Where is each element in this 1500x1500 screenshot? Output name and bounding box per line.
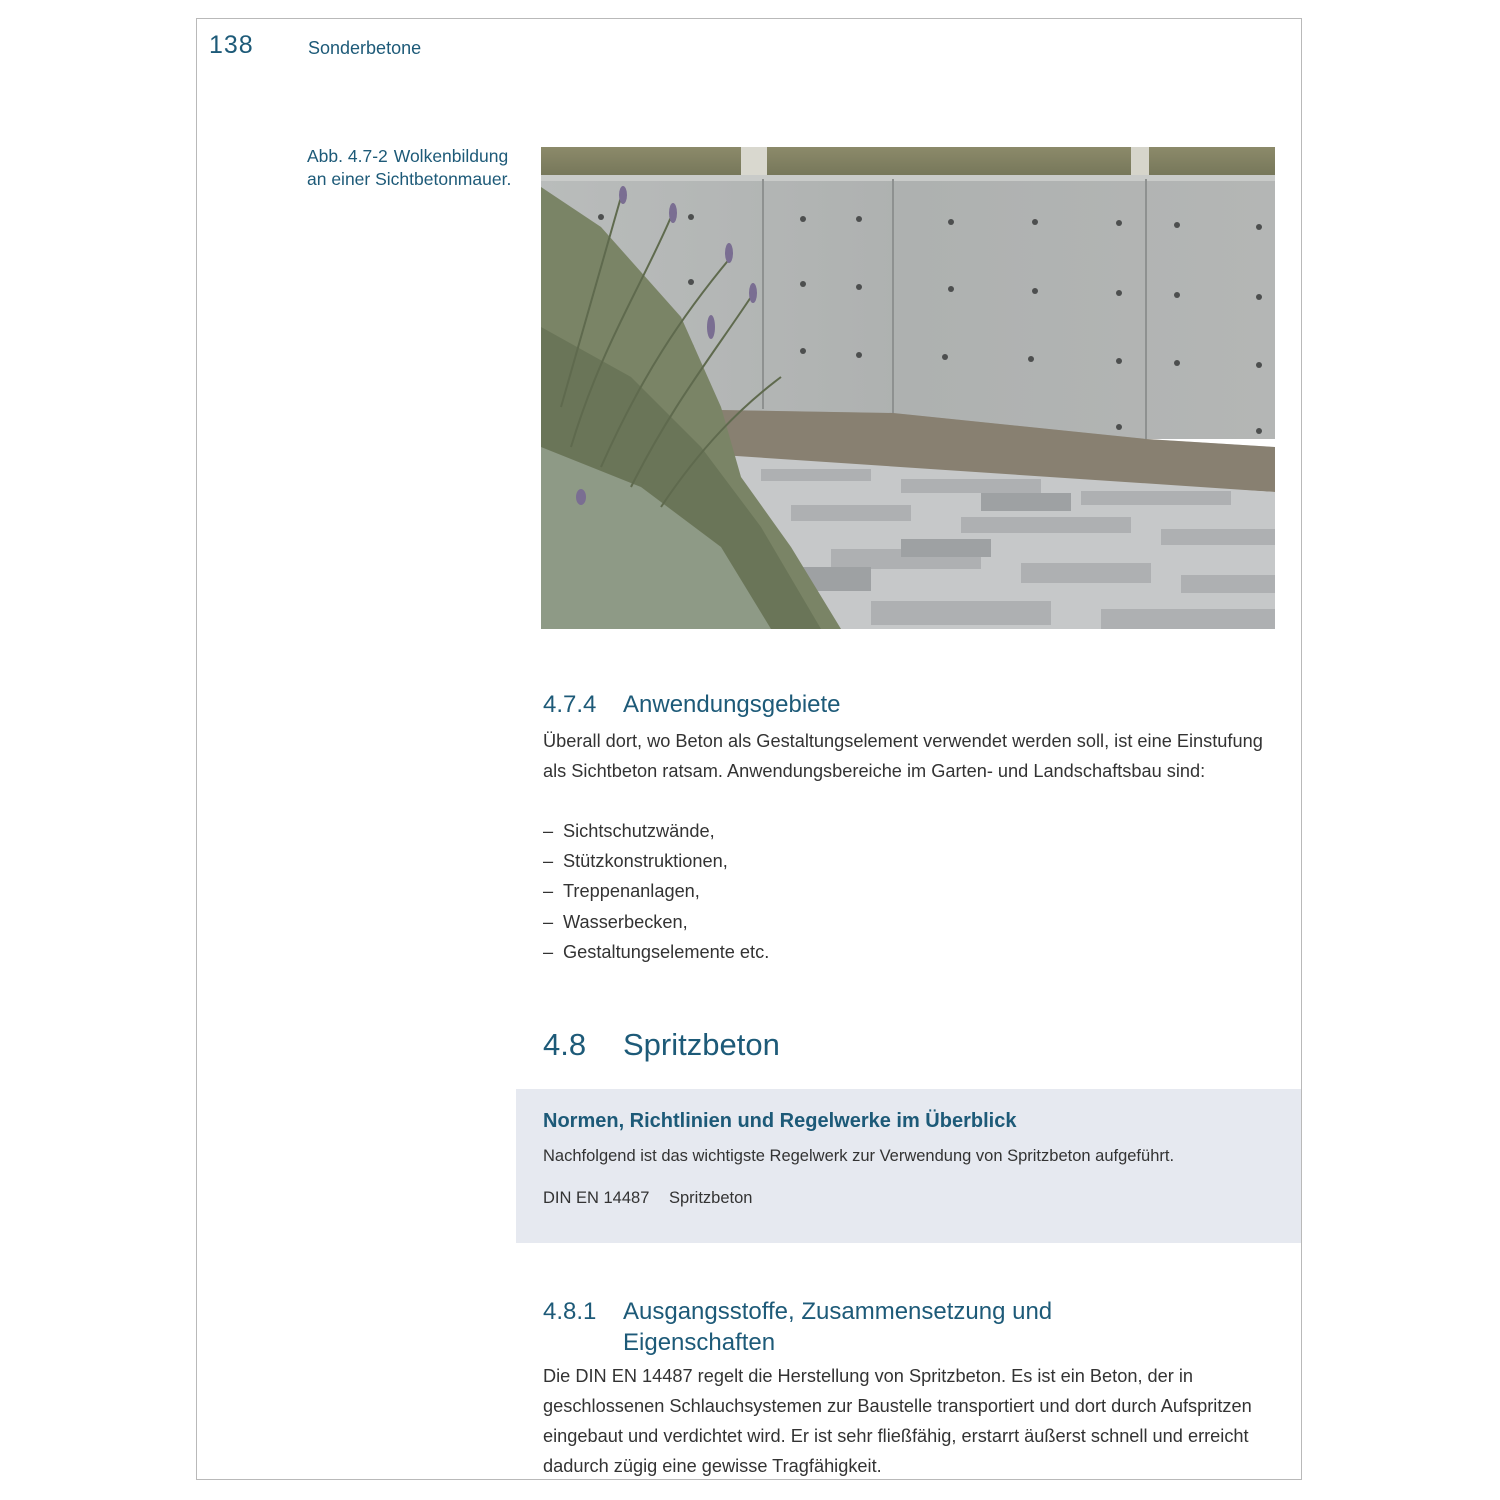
paragraph-anwendung: Überall dort, wo Beton als Gestaltungselement verwendet werden soll, ist eine Einstufung als Sichtbeton ratsam. Anwendungsbereiche im Garten- und Landschaftsbau sind: <box>543 731 1263 781</box>
heading-4-7-4 <box>543 691 841 719</box>
figure-caption <box>307 145 517 191</box>
list-item: – Gestaltungselemente etc. <box>543 937 769 967</box>
book-page <box>196 18 1302 1480</box>
norms-box <box>516 1089 1302 1243</box>
running-title: Sonderbetone <box>308 38 422 58</box>
norms-box-title: Normen, Richtlinien und Regelwerke im Überblick <box>543 1110 1017 1132</box>
heading-number: 4.8 <box>543 1027 587 1062</box>
figure-label: Abb. 4.7-2 <box>307 146 388 166</box>
concrete-wall-photo <box>541 147 1275 629</box>
heading-text: Spritzbeton <box>623 1027 780 1062</box>
norm-title: Spritzbeton <box>669 1189 753 1207</box>
paragraph-spritzbeton: Die DIN EN 14487 regelt die Herstellung von Spritzbeton. Es ist ein Beton, der in geschlossenen Schlauchsystemen zur Baustelle transportiert und dort durch Aufspritzen eingebaut und verdichtet wird. Er ist sehr fließfähig, erstarrt äußerst schnell und erreicht dadurch zügig eine gewisse Tragfähigkeit. <box>543 1366 1252 1476</box>
heading-text: Anwendungsgebiete <box>623 691 841 718</box>
list-item: – Sichtschutzwände, <box>543 816 769 846</box>
heading-number: 4.8.1 <box>543 1298 597 1325</box>
heading-number: 4.7.4 <box>543 691 597 718</box>
page-number: 138 <box>209 31 254 59</box>
list-item: – Stützkonstruktionen, <box>543 846 769 876</box>
heading-4-8-1 <box>543 1296 1263 1358</box>
norm-code: DIN EN 14487 <box>543 1189 650 1207</box>
figure-caption-text: Wolkenbildung an einer Sichtbetonmauer. <box>307 146 512 189</box>
list-item: – Wasserbecken, <box>543 907 769 937</box>
application-list <box>543 816 769 967</box>
norms-box-text: Nachfolgend ist das wichtigste Regelwerk zur Verwendung von Spritzbeton aufgeführt. <box>543 1147 1175 1165</box>
heading-4-8 <box>543 1027 780 1063</box>
norm-reference <box>543 1189 752 1208</box>
list-item: – Treppenanlagen, <box>543 876 769 906</box>
heading-text: Ausgangsstoffe, Zusammensetzung und Eigenschaften <box>623 1298 1053 1356</box>
